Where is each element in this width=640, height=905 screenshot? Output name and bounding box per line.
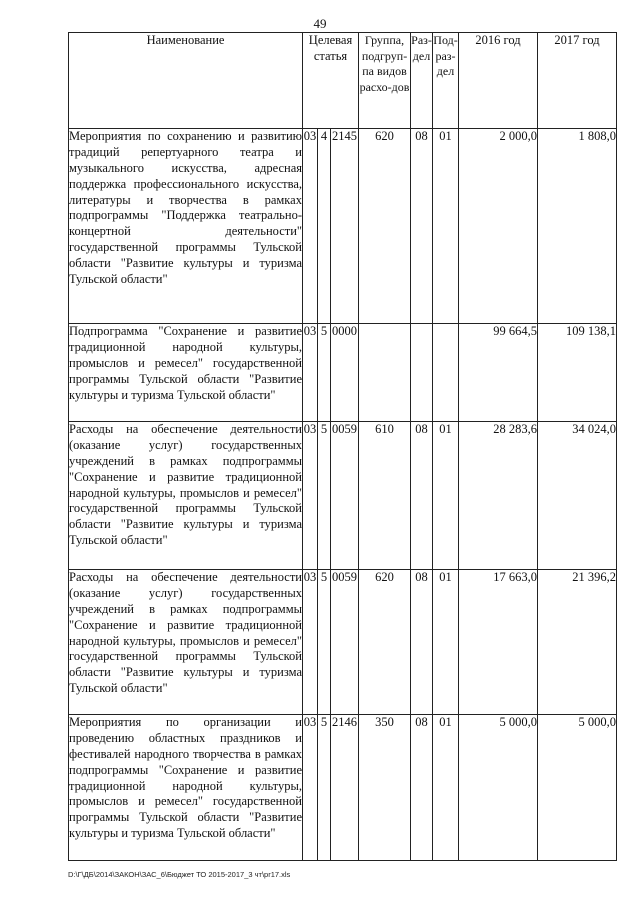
row-amount-2017: 34 024,0 [538, 422, 617, 570]
row-cs-program: 03 [303, 715, 318, 861]
row-cs-subprogram: 5 [318, 570, 331, 715]
row-name: Подпрограмма "Сохранение и развитие традиционной народной культуры, промыслов и ремесел" государственной программы Тульской области "Развитие культуры и туризма Тульской области" [69, 324, 303, 422]
row-section: 08 [411, 570, 433, 715]
row-name: Расходы на обеспечение деятельности (оказание услуг) государственных учреждений в рамках подпрограммы "Сохранение и развитие традиционной народной культуры, промыслов и ремесел" государственной программы Тульской области "Развитие культуры и туризма Тульской области" [69, 422, 303, 570]
row-cs-program: 03 [303, 129, 318, 324]
row-subsection: 01 [433, 715, 459, 861]
row-group: 620 [359, 570, 411, 715]
header-section: Раз-дел [411, 33, 433, 129]
row-subsection: 01 [433, 129, 459, 324]
row-cs-program: 03 [303, 570, 318, 715]
row-name: Расходы на обеспечение деятельности (оказание услуг) государственных учреждений в рамках подпрограммы "Сохранение и развитие традиционной народной культуры, промыслов и ремесел" государственной программы Тульской области "Развитие культуры и туризма Тульской области" [69, 570, 303, 715]
row-cs-direction: 0059 [331, 422, 359, 570]
row-amount-2016: 2 000,0 [459, 129, 538, 324]
table-row [69, 422, 617, 570]
row-group: 620 [359, 129, 411, 324]
row-cs-subprogram: 5 [318, 422, 331, 570]
table-row [69, 129, 617, 324]
row-group: 610 [359, 422, 411, 570]
row-section: 08 [411, 715, 433, 861]
page-number: 49 [313, 16, 327, 31]
row-cs-subprogram: 4 [318, 129, 331, 324]
table-row [69, 715, 617, 861]
row-subsection: 01 [433, 422, 459, 570]
row-cs-direction: 2145 [331, 129, 359, 324]
row-amount-2016: 28 283,6 [459, 422, 538, 570]
row-name: Мероприятия по организации и проведению областных праздников и фестивалей народного творчества в рамках подпрограммы "Сохранение и развитие традиционной народной культуры, промыслов и ремесел" государственной программы Тульской области "Развитие культуры и туризма Тульской области" [69, 715, 303, 861]
row-amount-2017: 1 808,0 [538, 129, 617, 324]
row-subsection: 01 [433, 570, 459, 715]
row-group: 350 [359, 715, 411, 861]
row-amount-2016: 5 000,0 [459, 715, 538, 861]
row-section: 08 [411, 422, 433, 570]
row-cs-program: 03 [303, 422, 318, 570]
table-row [69, 324, 617, 422]
row-amount-2017: 109 138,1 [538, 324, 617, 422]
row-subsection [433, 324, 459, 422]
table-row [69, 570, 617, 715]
row-cs-subprogram: 5 [318, 324, 331, 422]
header-year-2017: 2017 год [538, 33, 617, 129]
header-group: Группа, подгруп-па видов расхо-дов [359, 33, 411, 129]
row-amount-2016: 99 664,5 [459, 324, 538, 422]
row-amount-2017: 5 000,0 [538, 715, 617, 861]
row-group [359, 324, 411, 422]
header-year-2016: 2016 год [459, 33, 538, 129]
header-subsection: Под-раз-дел [433, 33, 459, 129]
row-cs-direction: 0059 [331, 570, 359, 715]
row-cs-direction: 0000 [331, 324, 359, 422]
row-amount-2017: 21 396,2 [538, 570, 617, 715]
row-name: Мероприятия по сохранению и развитию традиций репертуарного театра и музыкального искусства, адресная поддержка профессионального искусства, литературы и творчества в рамках подпрограммы "Поддержка театрально-концертной деятельности" государственной программы Тульской области "Развитие культуры и туризма Тульской области" [69, 129, 303, 324]
row-cs-subprogram: 5 [318, 715, 331, 861]
row-cs-program: 03 [303, 324, 318, 422]
budget-table [68, 32, 617, 861]
file-path-footer: D:\Г\ДБ\2014\ЗАКОН\ЗАС_6\Бюджет ТО 2015-2017_3 чт\pr17.xls [68, 870, 291, 879]
row-cs-direction: 2146 [331, 715, 359, 861]
row-section: 08 [411, 129, 433, 324]
table-header-row [69, 33, 617, 129]
row-amount-2016: 17 663,0 [459, 570, 538, 715]
row-section [411, 324, 433, 422]
header-name: Наименование [69, 33, 303, 129]
header-target-article: Целевая статья [303, 33, 359, 129]
